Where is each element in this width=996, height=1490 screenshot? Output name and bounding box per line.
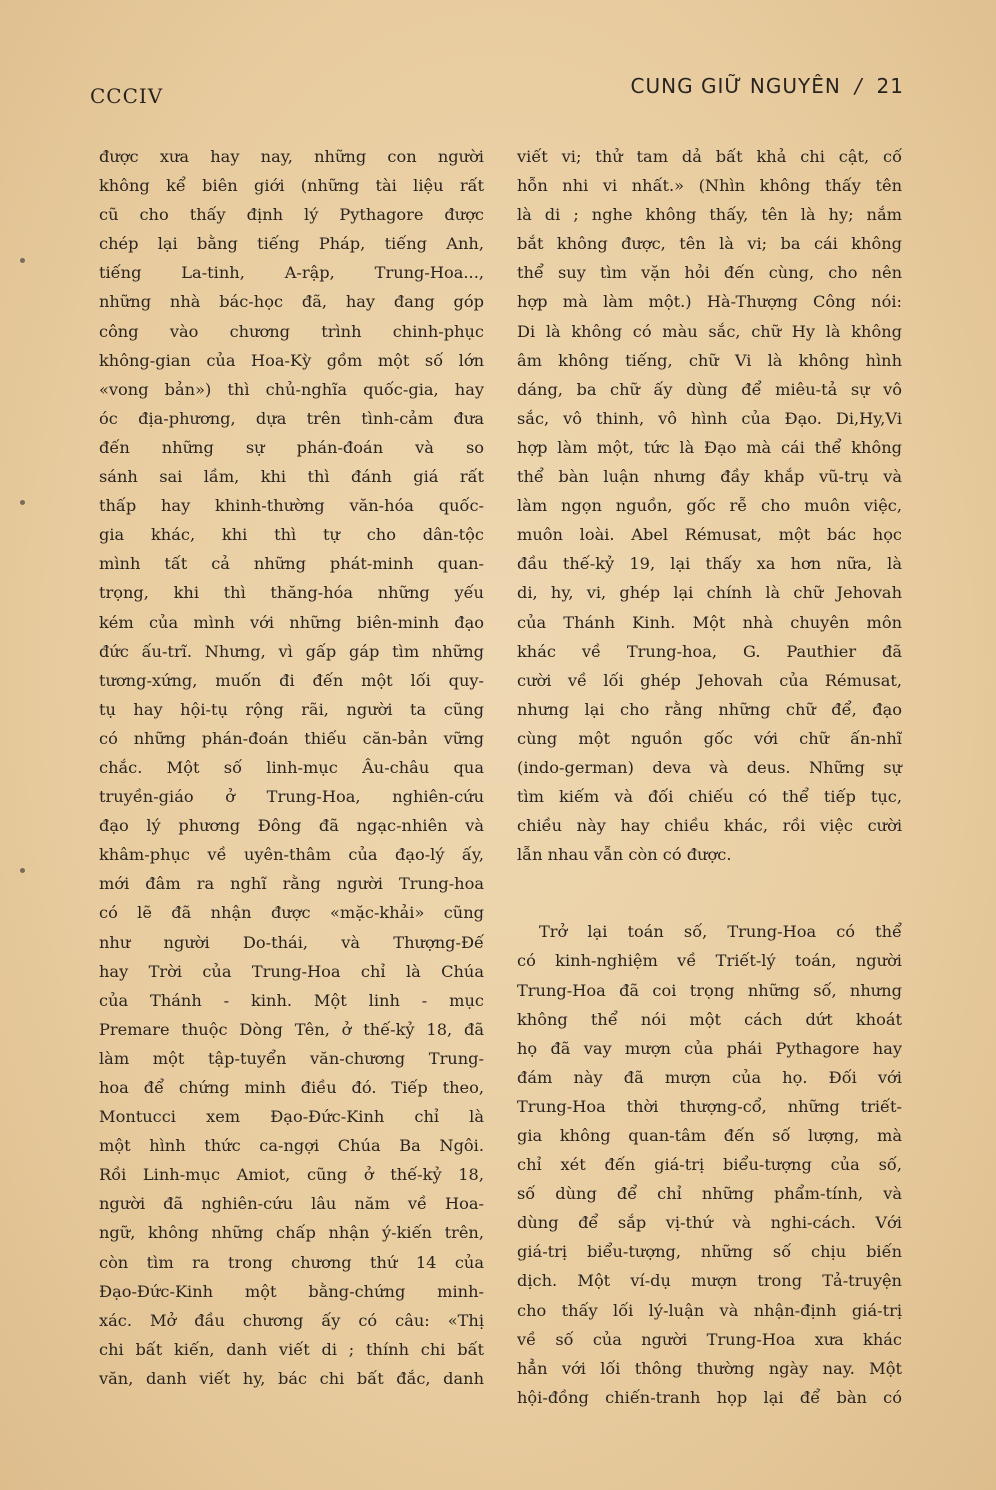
text-line: tương-xứng, muốn đi đến một lối quy-	[99, 670, 484, 690]
text-line: khác về Trung-hoa, G. Pauthier đã	[517, 641, 902, 661]
text-line: cũ cho thấy định lý Pythagore được	[99, 205, 484, 225]
text-line: chiều này hay chiều khác, rồi việc cười	[517, 816, 902, 836]
text-line: của Thánh Kinh. Một nhà chuyên môn	[517, 612, 902, 632]
left-column	[99, 142, 484, 1393]
text-line: trọng, khi thì thăng-hóa những yếu	[99, 583, 484, 603]
running-head-separator: /	[854, 74, 863, 98]
text-line: lẫn nhau vẫn còn có được.	[517, 845, 732, 865]
text-line: còn tìm ra trong chương thứ 14 của	[99, 1252, 484, 1272]
text-line: chép lại bằng tiếng Pháp, tiếng Anh,	[99, 234, 484, 254]
text-line: viết vi; thử tam dả bất khả chi cật, cố	[517, 147, 902, 166]
text-line: những nhà bác-học đã, hay đang góp	[99, 292, 484, 312]
text-line: dáng, ba chữ ấy dùng để miêu-tả sự vô	[517, 379, 902, 399]
text-line: Trung-Hoa đã coi trọng những số, nhưng	[517, 980, 902, 1000]
text-line: gia khác, khi thì tự cho dân-tộc	[99, 525, 484, 545]
text-line: âm không tiếng, chữ Vi là không hình	[517, 350, 902, 370]
text-line: số dùng để chỉ những phẩm-tính, và	[517, 1184, 902, 1204]
text-line: của Thánh - kinh. Một linh - mục	[99, 990, 484, 1010]
text-line: có lẽ đã nhận được «mặc-khải» cũng	[99, 903, 484, 923]
text-line: mình tất cả những phát-minh quan-	[99, 554, 484, 574]
text-line: cười về lối ghép Jehovah của Rémusat,	[517, 670, 902, 690]
text-line: ngữ, không những chấp nhận ý-kiến trên,	[99, 1223, 484, 1243]
text-line: về số của người Trung-Hoa xưa khác	[517, 1329, 902, 1349]
text-line: đám này đã mượn của họ. Đối với	[517, 1067, 902, 1087]
text-line: gia không quan-tâm đến số lượng, mà	[517, 1126, 902, 1145]
page-header	[90, 72, 904, 112]
text-line: tìm kiếm và đối chiếu có thể tiếp tục,	[517, 787, 902, 807]
text-line: di, hy, vi, ghép lại chính là chữ Jehovah	[517, 583, 902, 603]
text-line: hợp mà làm một.) Hà-Thượng Công nói:	[517, 292, 902, 312]
text-line: văn, danh viết hy, bác chi bất đắc, danh	[99, 1368, 484, 1388]
right-paragraph-1	[517, 142, 902, 869]
text-line: sánh sai lầm, khi thì đánh giá rất	[99, 467, 484, 487]
text-line: hẳn với lối thông thường ngày nay. Một	[517, 1358, 902, 1378]
text-line: hay Trời của Trung-Hoa chỉ là Chúa	[99, 961, 484, 981]
text-line: dùng để sắp vị-thứ và nghi-cách. Với	[517, 1213, 902, 1233]
text-line: cho thấy lối lý-luận và nhận-định giá-trị	[517, 1300, 902, 1320]
text-line: chắc. Một số linh-mục Âu-châu qua	[99, 757, 484, 777]
text-line: nhưng lại cho rằng những chữ để, đạo	[517, 699, 902, 719]
text-line: Trung-Hoa thời thượng-cổ, những triết-	[517, 1096, 902, 1116]
text-line: như người Do-thái, và Thượng-Đế	[99, 932, 484, 952]
text-line: tiếng La-tinh, A-rập, Trung-Hoa...,	[99, 263, 484, 283]
running-head	[631, 74, 904, 98]
text-line: dịch. Một ví-dụ mượn trong Tả-truyện	[517, 1271, 902, 1291]
text-line: thấp hay khinh-thường văn-hóa quốc-	[99, 496, 484, 516]
text-line: họ đã vay mượn của phái Pythagore hay	[517, 1038, 902, 1058]
section-folio: CCCIV	[90, 84, 164, 108]
text-line: đầu thế-kỷ 19, lại thấy xa hơn nữa, là	[517, 554, 902, 574]
text-line: công vào chương trình chinh-phục	[99, 321, 484, 341]
text-line: khâm-phục về uyên-thâm của đạo-lý ấy,	[99, 845, 484, 865]
text-line: óc địa-phương, dựa trên tình-cảm đưa	[99, 408, 484, 428]
text-line: người đã nghiên-cứu lâu năm về Hoa-	[99, 1194, 484, 1214]
text-line: đạo lý phương Đông đã ngạc-nhiên và	[99, 816, 484, 836]
text-line: không kể biên giới (những tài liệu rất	[99, 176, 484, 196]
text-line: mới đâm ra nghĩ rằng người Trung-hoa	[99, 874, 484, 894]
text-line: có kinh-nghiệm về Triết-lý toán, người	[517, 951, 902, 971]
text-line: cùng một nguồn gốc với chữ ấn-nhĩ	[517, 728, 902, 748]
text-line: Montucci xem Đạo-Đức-Kinh chỉ là	[99, 1107, 484, 1127]
text-line: sắc, vô thinh, vô hình của Đạo. Di,Hy,Vi	[517, 408, 902, 428]
text-line: Rồi Linh-mục Amiot, cũng ở thế-kỷ 18,	[99, 1165, 484, 1185]
text-line: Premare thuộc Dòng Tên, ở thế-kỷ 18, đã	[99, 1019, 484, 1039]
text-line: có những phán-đoán thiếu căn-bản vững	[99, 728, 484, 748]
text-line: chỉ xét đến giá-trị biểu-tượng của số,	[517, 1155, 902, 1175]
text-line: giá-trị biểu-tượng, những số chịu biến	[517, 1242, 902, 1262]
text-line: chi bất kiến, danh viết di ; thính chi bất	[99, 1339, 484, 1359]
text-line: được xưa hay nay, những con người	[99, 147, 484, 166]
text-line: hỗn nhi vi nhất.» (Nhìn không thấy tên	[517, 176, 902, 196]
right-paragraph-2	[517, 917, 902, 1412]
text-line: Di là không có màu sắc, chữ Hy là không	[517, 321, 902, 341]
text-line: thể suy tìm vặn hỏi đến cùng, cho nên	[517, 263, 902, 283]
text-line: bắt không được, tên là vi; ba cái không	[517, 234, 902, 254]
text-line: Trở lại toán số, Trung-Hoa có thể	[539, 922, 902, 942]
text-line: hội-đồng chiến-tranh họp lại để bàn có	[517, 1387, 902, 1407]
text-line: hợp làm một, tức là Đạo mà cái thể không	[517, 437, 902, 457]
text-line: (indo-german) deva và deus. Những sự	[517, 757, 902, 777]
text-line: hoa để chứng minh điều đó. Tiếp theo,	[99, 1078, 484, 1097]
text-line: muôn loài. Abel Rémusat, một bác học	[517, 525, 902, 545]
text-line: một hình thức ca-ngợi Chúa Ba Ngôi.	[99, 1136, 484, 1156]
text-line: đức ấu-trĩ. Nhưng, vì gấp gáp tìm những	[99, 641, 484, 661]
page-number: 21	[876, 74, 904, 98]
text-line: thể bàn luận nhưng đầy khắp vũ-trụ và	[517, 467, 902, 487]
page-speck	[20, 500, 25, 505]
text-line: đến những sự phán-đoán và so	[99, 437, 484, 457]
text-line: xác. Mở đầu chương ấy có câu: «Thị	[99, 1310, 484, 1330]
text-line: Đạo-Đức-Kinh một bằng-chứng minh-	[99, 1281, 484, 1301]
right-column	[517, 142, 902, 1412]
text-line: kém của mình với những biên-minh đạo	[99, 612, 484, 632]
text-line: không-gian của Hoa-Kỳ gồm một số lớn	[99, 350, 484, 370]
text-line: «vong bản») thì chủ-nghĩa quốc-gia, hay	[99, 379, 484, 399]
running-head-title: CUNG GIỮ NGUYÊN	[630, 74, 841, 98]
text-line: làm một tập-tuyển văn-chương Trung-	[99, 1048, 484, 1068]
text-line: làm ngọn nguồn, gốc rễ cho muôn việc,	[517, 496, 902, 516]
text-line: truyền-giáo ở Trung-Hoa, nghiên-cứu	[99, 787, 484, 807]
text-line: tụ hay hội-tụ rộng rãi, người ta cũng	[99, 699, 484, 719]
page-speck	[20, 258, 25, 263]
text-line: là di ; nghe không thấy, tên là hy; nắm	[517, 205, 902, 225]
text-line: không thể nói một cách dứt khoát	[517, 1009, 902, 1029]
page-speck	[20, 868, 25, 873]
